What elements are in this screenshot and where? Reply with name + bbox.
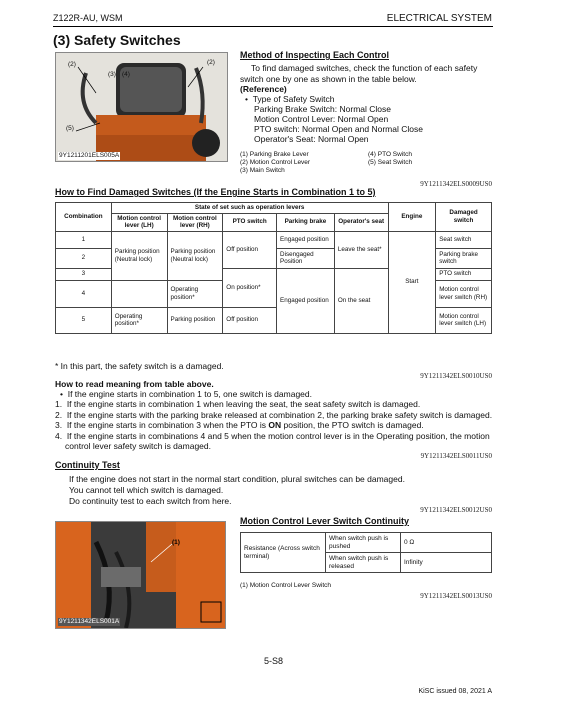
combination-cell: 1 bbox=[56, 231, 112, 248]
legend-item: (2) Motion Control Lever bbox=[240, 159, 311, 166]
value-cell: 0 Ω bbox=[401, 533, 492, 553]
header-rule bbox=[53, 26, 493, 27]
table-row bbox=[241, 533, 492, 553]
reference-code: 9Y1211342ELS0009US0 bbox=[420, 180, 492, 188]
mcl-code: 9Y1211342ELS0013US0 bbox=[420, 592, 492, 600]
seat-on-cell: On the seat bbox=[334, 268, 388, 333]
table-title: How to Find Damaged Switches (If the Engine Starts in Combination 1 to 5) bbox=[55, 187, 376, 197]
callout-1: (1) bbox=[172, 539, 180, 546]
meaning-bullet: • If the engine starts in combination 1 to 5, one switch is damaged. bbox=[60, 389, 312, 399]
combination-cell: 3 bbox=[56, 268, 112, 280]
figure2-image-code: 9Y1211342ELS001A bbox=[59, 618, 120, 625]
meaning-item: 2. If the engine starts with the parking brake released at combination 2, the parking brake safety switch is damaged. bbox=[55, 409, 493, 420]
legend-item: (5) Seat Switch bbox=[368, 159, 413, 166]
page-number: 5-S8 bbox=[264, 656, 284, 666]
col-damaged: Damaged switch bbox=[436, 203, 492, 232]
rh-operating-cell: Operating position* bbox=[167, 280, 223, 307]
method-title: Method of Inspecting Each Control bbox=[240, 50, 389, 60]
damaged-cell: Motion control lever switch (LH) bbox=[436, 307, 492, 333]
lh-parking-cell: Parking position (Neutral lock) bbox=[111, 231, 167, 280]
damaged-cell: Seat switch bbox=[436, 231, 492, 248]
table-footnote: * In this part, the safety switch is a damaged. bbox=[55, 361, 224, 371]
section-title: (3) Safety Switches bbox=[53, 32, 181, 48]
meaning-title: How to read meaning from table above. bbox=[55, 379, 214, 389]
combination-cell: 5 bbox=[56, 307, 112, 333]
rh-parking-cell: Parking position (Neutral lock) bbox=[167, 231, 223, 280]
reference-label: (Reference) bbox=[240, 84, 287, 94]
col-combination: Combination bbox=[56, 203, 112, 232]
engine-start-cell: Start bbox=[388, 231, 436, 333]
combination-cell: 2 bbox=[56, 248, 112, 268]
mcl-continuity-table bbox=[240, 532, 492, 573]
pto-on-cell: On position* bbox=[223, 268, 277, 307]
continuity-line: Do continuity test to each switch from here. bbox=[69, 496, 232, 506]
rh-parking5-cell: Parking position bbox=[167, 307, 223, 333]
meaning-list bbox=[55, 399, 495, 452]
damaged-cell: Parking brake switch bbox=[436, 248, 492, 268]
resistance-label: Resistance (Across switch terminal) bbox=[241, 533, 326, 573]
damaged-switch-table bbox=[55, 202, 492, 334]
reference-line: Parking Brake Switch: Normal Close bbox=[254, 104, 391, 114]
col-state-group: State of set such as operation levers bbox=[111, 203, 388, 214]
mcl-title: Motion Control Lever Switch Continuity bbox=[240, 516, 409, 526]
condition-cell: When switch push is pushed bbox=[326, 533, 401, 553]
legend-item: (3) Main Switch bbox=[240, 167, 285, 174]
table-row bbox=[56, 231, 492, 248]
reference-line: Operator's Seat: Normal Open bbox=[254, 134, 369, 144]
method-paragraph: To find damaged switches, check the function of each safety switch one by one as shown in the table below. bbox=[240, 63, 478, 84]
mcl-legend: (1) Motion Control Lever Switch bbox=[240, 582, 332, 589]
callout-5: (5) bbox=[66, 125, 74, 132]
continuity-line: You cannot tell which switch is damaged. bbox=[69, 485, 224, 495]
pb-engaged-cell-2: Engaged position bbox=[277, 268, 335, 333]
doc-code: Z122R-AU, WSM bbox=[53, 13, 123, 23]
safety-switch-figure bbox=[55, 52, 228, 162]
reference-line: PTO switch: Normal Open and Normal Close bbox=[254, 124, 423, 134]
legend-item: (4) PTO Switch bbox=[368, 151, 412, 158]
callout-2a: (2) bbox=[68, 61, 76, 68]
legend-item: (1) Parking Brake Lever bbox=[240, 151, 309, 158]
callout-3: (3) bbox=[108, 71, 116, 78]
combination-cell: 4 bbox=[56, 280, 112, 307]
meaning-text: If the engine starts in combination 1 when leaving the seat, the seat safety switch is damaged. bbox=[66, 399, 421, 409]
meaning-text: position, the PTO switch is damaged. bbox=[281, 420, 424, 430]
figure-image-code: 9Y1211201ELS005A bbox=[59, 152, 120, 159]
reference-line: Motion Control Lever: Normal Open bbox=[254, 114, 389, 124]
pto-off5-cell: Off position bbox=[223, 307, 277, 333]
continuity-code: 9Y1211342ELS0012US0 bbox=[420, 506, 492, 514]
damaged-cell: PTO switch bbox=[436, 268, 492, 280]
lh-operating-cell: Operating position* bbox=[111, 307, 167, 333]
motion-control-lever-figure bbox=[55, 521, 226, 629]
callout-4: (4) bbox=[122, 71, 130, 78]
meaning-bullet-text: If the engine starts in combination 1 to 5, one switch is damaged. bbox=[67, 389, 312, 399]
col-mcl-rh: Motion control lever (RH) bbox=[167, 213, 223, 231]
condition-cell: When switch push is released bbox=[326, 553, 401, 573]
table-code: 9Y1211342ELS0010US0 bbox=[420, 372, 492, 380]
meaning-item: 1. If the engine starts in combination 1 when leaving the seat, the seat safety switch is damaged. bbox=[55, 399, 421, 409]
col-parking: Parking brake bbox=[277, 213, 335, 231]
issue-info: KiSC issued 08, 2021 A bbox=[418, 688, 492, 695]
pb-engaged-cell: Engaged position bbox=[277, 231, 335, 248]
section-name: ELECTRICAL SYSTEM bbox=[386, 13, 492, 24]
meaning-code: 9Y1211342ELS0011US0 bbox=[420, 452, 492, 460]
col-engine: Engine bbox=[388, 203, 436, 232]
lh-empty-cell bbox=[111, 280, 167, 307]
pto-off-cell: Off position bbox=[223, 231, 277, 268]
callout-2b: (2) bbox=[207, 59, 215, 66]
col-pto: PTO switch bbox=[223, 213, 277, 231]
meaning-text: If the engine starts in combination 3 when the PTO is bbox=[66, 420, 269, 430]
meaning-item: 4. If the engine starts in combinations 4 and 5 when the motion control lever is in the Operating position, the motion control lever safety switch is damaged. bbox=[55, 430, 490, 451]
seat-leave-cell: Leave the seat* bbox=[334, 231, 388, 268]
pb-disengaged-cell: Disengaged Position bbox=[277, 248, 335, 268]
value-cell: Infinity bbox=[401, 553, 492, 573]
damaged-cell: Motion control lever switch (RH) bbox=[436, 280, 492, 307]
meaning-text: If the engine starts in combinations 4 and 5 when the motion control lever is in the Operating position, the motion control lever safety switch is damaged. bbox=[65, 430, 490, 451]
col-seat: Operator's seat bbox=[334, 213, 388, 231]
col-mcl-lh: Motion control lever (LH) bbox=[111, 213, 167, 231]
meaning-item: 3. If the engine starts in combination 3 when the PTO is ON position, the PTO switch is damaged. bbox=[55, 420, 424, 430]
meaning-text: If the engine starts with the parking brake released at combination 2, the parking brake safety switch is damaged. bbox=[66, 409, 493, 420]
reference-bullet-text: Type of Safety Switch bbox=[252, 94, 335, 104]
continuity-line: If the engine does not start in the normal start condition, plural switches can be damaged. bbox=[69, 474, 405, 484]
continuity-title: Continuity Test bbox=[55, 460, 120, 470]
reference-bullet: • Type of Safety Switch bbox=[245, 94, 335, 104]
meaning-bold: ON bbox=[268, 420, 282, 430]
